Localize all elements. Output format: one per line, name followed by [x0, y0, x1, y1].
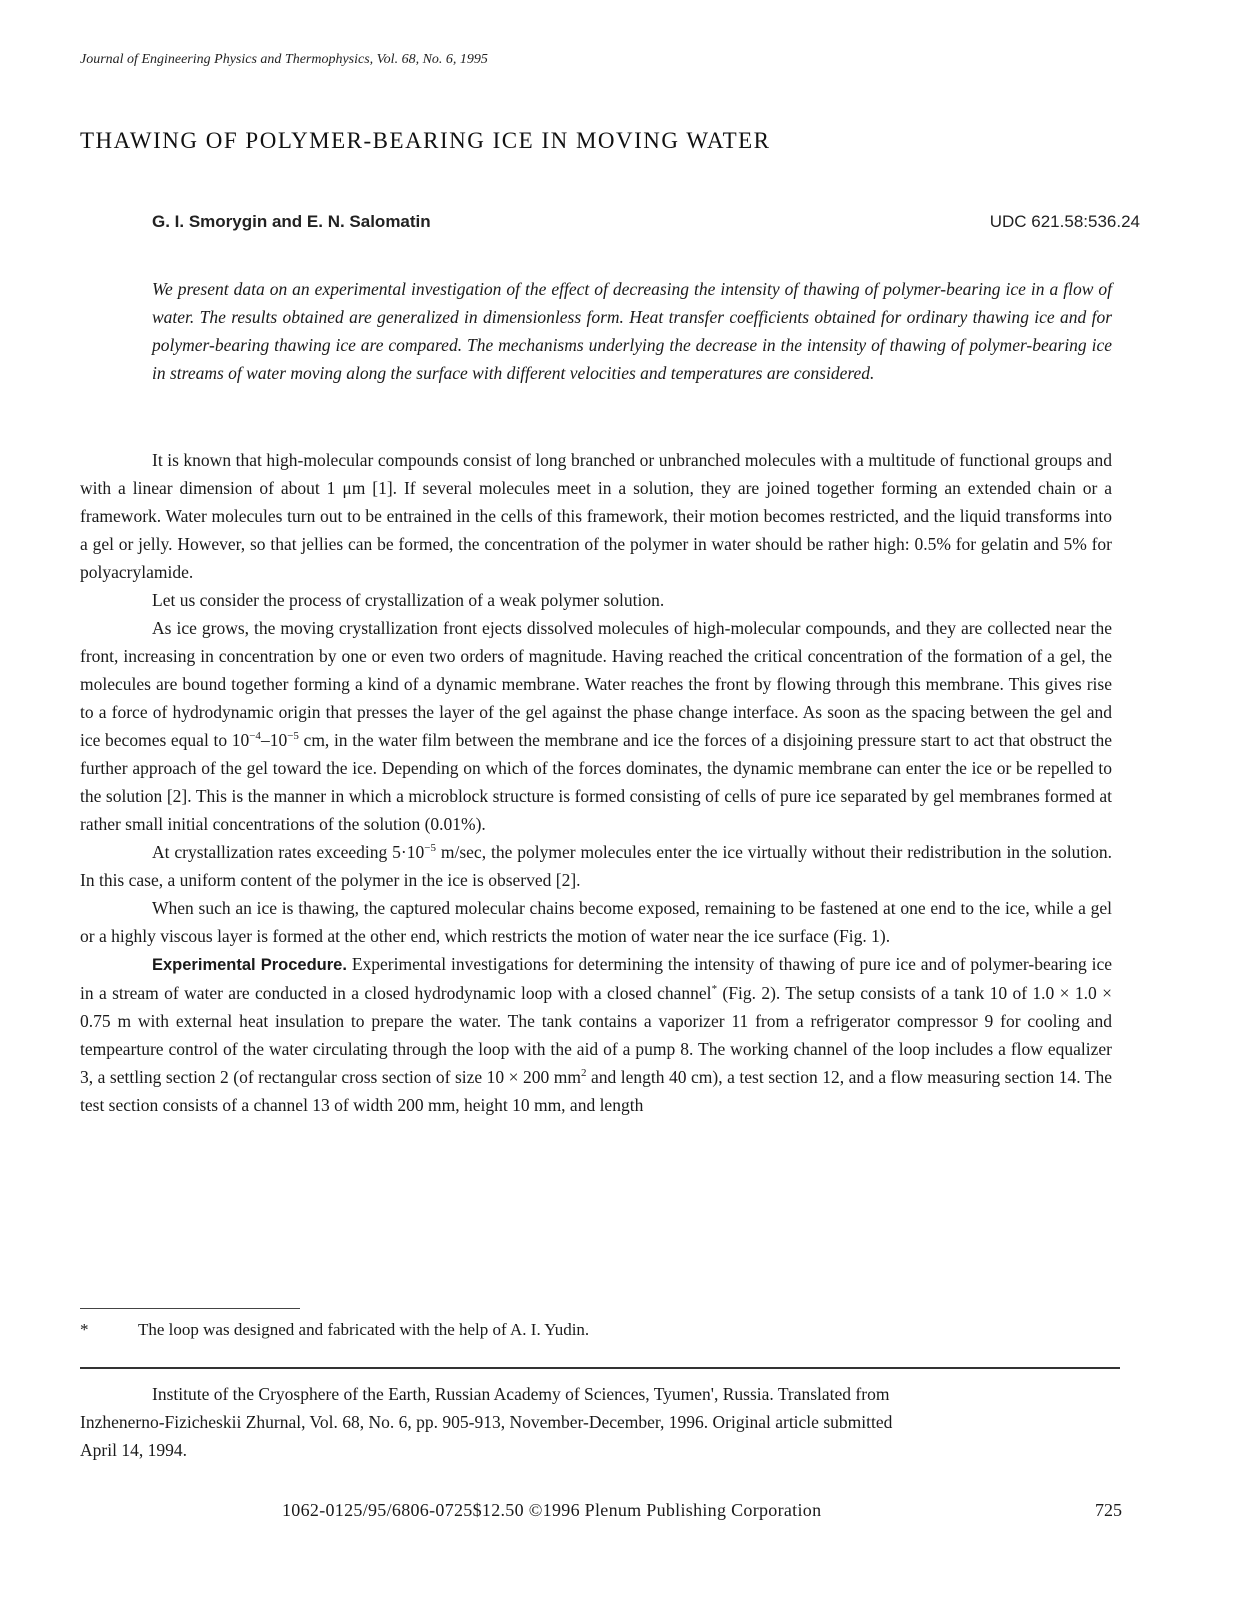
paragraph: It is known that high-molecular compounds consist of long branched or unbranched molecules with a multitude of functional groups and with a linear dimension of about 1 μm [1]. If several molecules meet in a solution, they are joined together forming an extended chain or a framework. Water molecules turn out to be entrained in the cells of this framework, their motion becomes restricted, and the liquid transforms into a gel or jelly. However, so that jellies can be formed, the concentration of the polymer in water should be rather high: 0.5% for gelatin and 5% for polyacrylamide.: [80, 450, 1112, 582]
text-run: and length 40 cm), a test section 12, and a flow measuring section 14. The test section consists of a channel 13 of width 200 mm, height 10 mm, and length: [80, 1067, 1112, 1115]
body-text: [80, 446, 1112, 1119]
affiliation-line: Inzhenerno-Fizicheskii Zhurnal, Vol. 68, No. 6, pp. 905-913, November-December, 1996. Original article submitted: [80, 1412, 893, 1432]
exponent: −4: [249, 730, 261, 742]
udc-code: UDC 621.58:536.24: [989, 212, 1140, 231]
section-heading: Experimental Procedure.: [152, 956, 347, 974]
footnote-marker: *: [711, 983, 718, 995]
text-run: (Fig. 2). The setup consists of a tank 10 of 1.0 × 1.0 × 0.75 m with external heat insulation to prepare the water. The tank contains a vaporizer 11 from a refrigerator compressor 9 for cooling and tempearture control of the water circulating through the loop with the aid of a pump 8. The working channel of the loop includes a flow equalizer 3, a settling section 2 (of rectangular cross section of size 10 × 200 mm: [80, 983, 1113, 1087]
paragraph: [80, 950, 1112, 1119]
footnote: [80, 1320, 589, 1340]
article-title: THAWING OF POLYMER-BEARING ICE IN MOVING WATER: [80, 128, 771, 153]
exponent: 2: [581, 1067, 587, 1079]
abstract: We present data on an experimental investigation of the effect of decreasing the intensity of thawing of polymer-bearing ice in a flow of water. The results obtained are generalized in dimensionless form. Heat transfer coefficients obtained for ordinary thawing ice and for polymer-bearing thawing ice are compared. The mechanisms underlying the decrease in the intensity of thawing of polymer-bearing ice in streams of water moving along the surface with different velocities and temperatures are considered.: [152, 279, 1112, 383]
paragraph: Let us consider the process of crystallization of a weak polymer solution.: [152, 590, 665, 610]
authors: G. I. Smorygin and E. N. Salomatin: [152, 212, 431, 231]
exponent: −5: [424, 842, 436, 854]
exponent: −5: [287, 730, 299, 742]
footnote-divider: [80, 1308, 300, 1309]
text-run: –10: [260, 730, 288, 750]
text-run: Experimental investigations for determining the intensity of thawing of pure ice and of polymer-bearing ice in a stream of water are conducted in a closed hydrodynamic loop with a closed channel: [80, 954, 1112, 1003]
affiliation-divider: [80, 1367, 1120, 1369]
affiliation: [80, 1380, 1120, 1464]
affiliation-line: Institute of the Cryosphere of the Earth, Russian Academy of Sciences, Tyumen', Russia. Translated from: [152, 1384, 890, 1404]
footnote-text: The loop was designed and fabricated with the help of A. I. Yudin.: [138, 1320, 590, 1339]
text-run: cm, in the water film between the membrane and ice the forces of a disjoining pressure start to act that obstruct the further approach of the gel toward the ice. Depending on which of the forces dominates, the dynamic membrane can enter the ice or be repelled to the solution [2]. This is the manner in which a microblock structure is formed consisting of cells of pure ice separated by gel membranes formed at rather small initial concentrations of the solution (0.01%).: [80, 730, 1112, 834]
text-run: m/sec, the polymer molecules enter the ice virtually without their redistribution in the solution. In this case, a uniform content of the polymer in the ice is observed [2].: [80, 842, 1112, 890]
page-number: 725: [1095, 1500, 1122, 1520]
paragraph: [80, 838, 1112, 894]
copyright-line: 1062-0125/95/6806-0725$12.50 ©1996 Plenum Publishing Corporation: [282, 1500, 822, 1520]
journal-header: Journal of Engineering Physics and Thermophysics, Vol. 68, No. 6, 1995: [80, 52, 488, 67]
text-run: At crystallization rates exceeding 5·10: [152, 842, 425, 862]
paragraph: [80, 614, 1112, 838]
text-run: As ice grows, the moving crystallization front ejects dissolved molecules of high-molecular compounds, and they are collected near the front, increasing in concentration by one or even two orders of magnitude. Having reached the critical concentration of the formation of a gel, the molecules are bound together forming a kind of a dynamic membrane. Water reaches the front by flowing through this membrane. This gives rise to a force of hydrodynamic origin that presses the layer of the gel against the phase change interface. As soon as the spacing between the gel and ice becomes equal to 10: [80, 618, 1112, 750]
affiliation-line: April 14, 1994.: [80, 1440, 187, 1460]
footnote-star: *: [80, 1320, 89, 1339]
paragraph: When such an ice is thawing, the captured molecular chains become exposed, remaining to be fastened at one end to the ice, while a gel or a highly viscous layer is formed at the other end, which restricts the motion of water near the ice surface (Fig. 1).: [80, 898, 1112, 946]
